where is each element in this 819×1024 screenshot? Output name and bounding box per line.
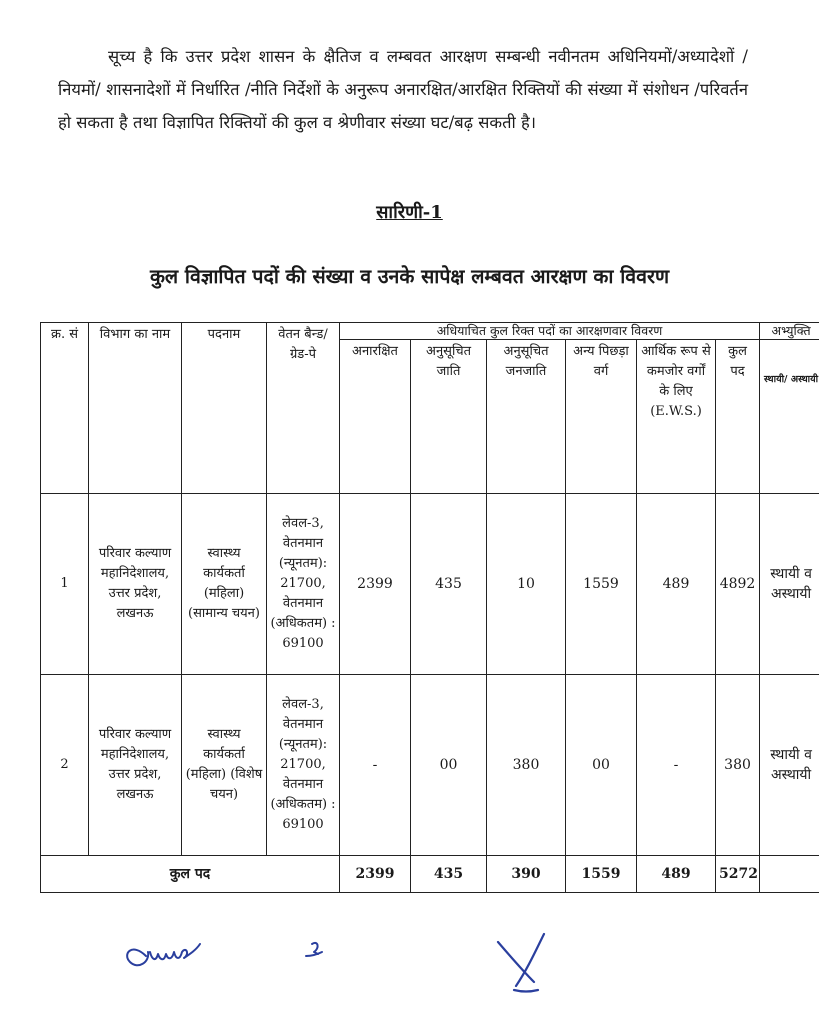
cell-pay: लेवल-3, वेतनमान (न्यूनतम): 21700, वेतनमान (अधिकतम) : 69100 [267,494,340,675]
total-ews: 489 [637,856,716,893]
notice-paragraph: सूच्य है कि उत्तर प्रदेश शासन के क्षैतिज व लम्बवत आरक्षण सम्बन्धी नवीनतम अधिनियमों/अध्यादेशों / नियमों/ शासनादेशों में निर्धारित /नीति निर्देशों के अनुरूप अनारक्षित/आरक्षित रिक्तियों की संख्या में संशोधन /परिवर्तन हो सकता है तथा विज्ञापित रिक्तियों की कुल व श्रेणीवार संख्या घट/बढ़ सकती है। [58,47,748,132]
cell-serial: 1 [41,494,89,675]
table-row [41,494,819,675]
header-remarks-sub: स्थायी/ अस्थायी [760,340,819,494]
header-st: अनुसूचित जनजाति [487,340,566,494]
cell-sc: 00 [411,675,487,856]
cell-unreserved: - [340,675,411,856]
total-sc: 435 [411,856,487,893]
cell-st: 380 [487,675,566,856]
cell-unreserved: 2399 [340,494,411,675]
cell-ews: 489 [637,494,716,675]
cell-obc: 00 [566,675,637,856]
header-remarks: अभ्युक्ति [760,323,819,340]
header-department: विभाग का नाम [89,323,182,494]
header-row-1 [41,323,819,340]
vacancy-table [40,322,819,893]
cell-post: स्वास्थ्य कार्यकर्ता (महिला) (विशेष चयन) [182,675,267,856]
cell-remarks: स्थायी व अस्थायी [760,675,819,856]
signatures [0,920,819,1000]
cell-st: 10 [487,494,566,675]
cell-sc: 435 [411,494,487,675]
header-ews: आर्थिक रूप से कमजोर वर्गों के लिए (E.W.S.) [637,340,716,494]
cell-ews: - [637,675,716,856]
cell-serial: 2 [41,675,89,856]
total-obc: 1559 [566,856,637,893]
total-unreserved: 2399 [340,856,411,893]
total-remarks-empty [760,856,819,893]
cell-total: 380 [716,675,760,856]
total-st: 390 [487,856,566,893]
signature-2 [306,943,322,956]
header-total: कुल पद [716,340,760,494]
header-serial: क्र. सं [41,323,89,494]
cell-obc: 1559 [566,494,637,675]
header-unreserved: अनारक्षित [340,340,411,494]
totals-label: कुल पद [41,856,340,893]
totals-row [41,856,819,893]
cell-department: परिवार कल्याण महानिदेशालय, उत्तर प्रदेश, लखनऊ [89,675,182,856]
cell-pay: लेवल-3, वेतनमान (न्यूनतम): 21700, वेतनमान (अधिकतम) : 69100 [267,675,340,856]
header-obc: अन्य पिछड़ा वर्ग [566,340,637,494]
header-sc: अनुसूचित जाति [411,340,487,494]
table-caption: सारिणी-1 [376,202,443,223]
table-heading: कुल विज्ञापित पदों की संख्या व उनके सापेक्ष लम्बवत आरक्षण का विवरण [149,265,670,288]
total-total: 5272 [716,856,760,893]
header-post: पदनाम [182,323,267,494]
cell-department: परिवार कल्याण महानिदेशालय, उत्तर प्रदेश, लखनऊ [89,494,182,675]
header-reservation-group: अधियाचित कुल रिक्त पदों का आरक्षणवार विवरण [340,323,760,340]
cell-total: 4892 [716,494,760,675]
header-pay: वेतन बैन्ड/ ग्रेड-पे [267,323,340,494]
signature-3 [498,934,544,992]
cell-remarks: स्थायी व अस्थायी [760,494,819,675]
cell-post: स्वास्थ्य कार्यकर्ता (महिला) (सामान्य चयन) [182,494,267,675]
signature-1 [127,944,200,965]
table-row [41,675,819,856]
